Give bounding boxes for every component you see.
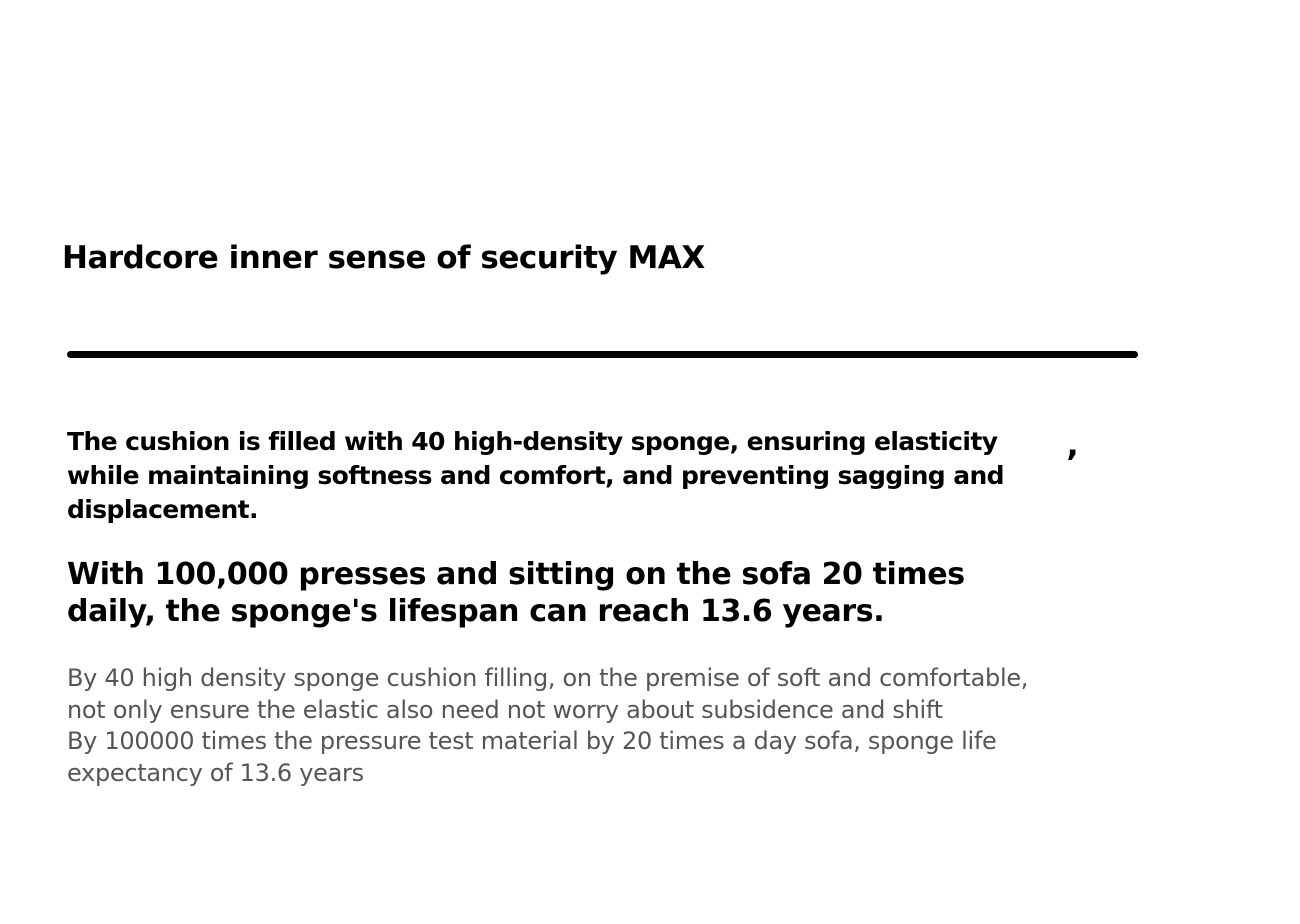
description-line: while maintaining softness and comfort, and preventing sagging and [67, 461, 1004, 490]
headline: Hardcore inner sense of security MAX [62, 240, 705, 276]
lifespan-paragraph [67, 556, 1067, 630]
description-line: The cushion is filled with 40 high-density sponge, ensuring elasticity [67, 427, 998, 456]
description-paragraph-bold [67, 425, 1067, 527]
original-description-line: expectancy of 13.6 years [67, 758, 364, 787]
original-description-line: By 100000 times the pressure test material by 20 times a day sofa, sponge life [67, 727, 997, 755]
stray-comma-mark: ’ [1066, 443, 1079, 483]
original-description-paragraph [67, 663, 1247, 789]
lifespan-line: With 100,000 presses and sitting on the sofa 20 times [67, 557, 965, 592]
description-line: displacement. [67, 495, 258, 524]
divider-rule [67, 351, 1138, 358]
original-description-line: By 40 high density sponge cushion filling, on the premise of soft and comfortable, [67, 664, 1029, 692]
original-description-line: not only ensure the elastic also need not worry about subsidence and shift [67, 695, 943, 724]
lifespan-line: daily, the sponge's lifespan can reach 13.6 years. [67, 594, 885, 629]
